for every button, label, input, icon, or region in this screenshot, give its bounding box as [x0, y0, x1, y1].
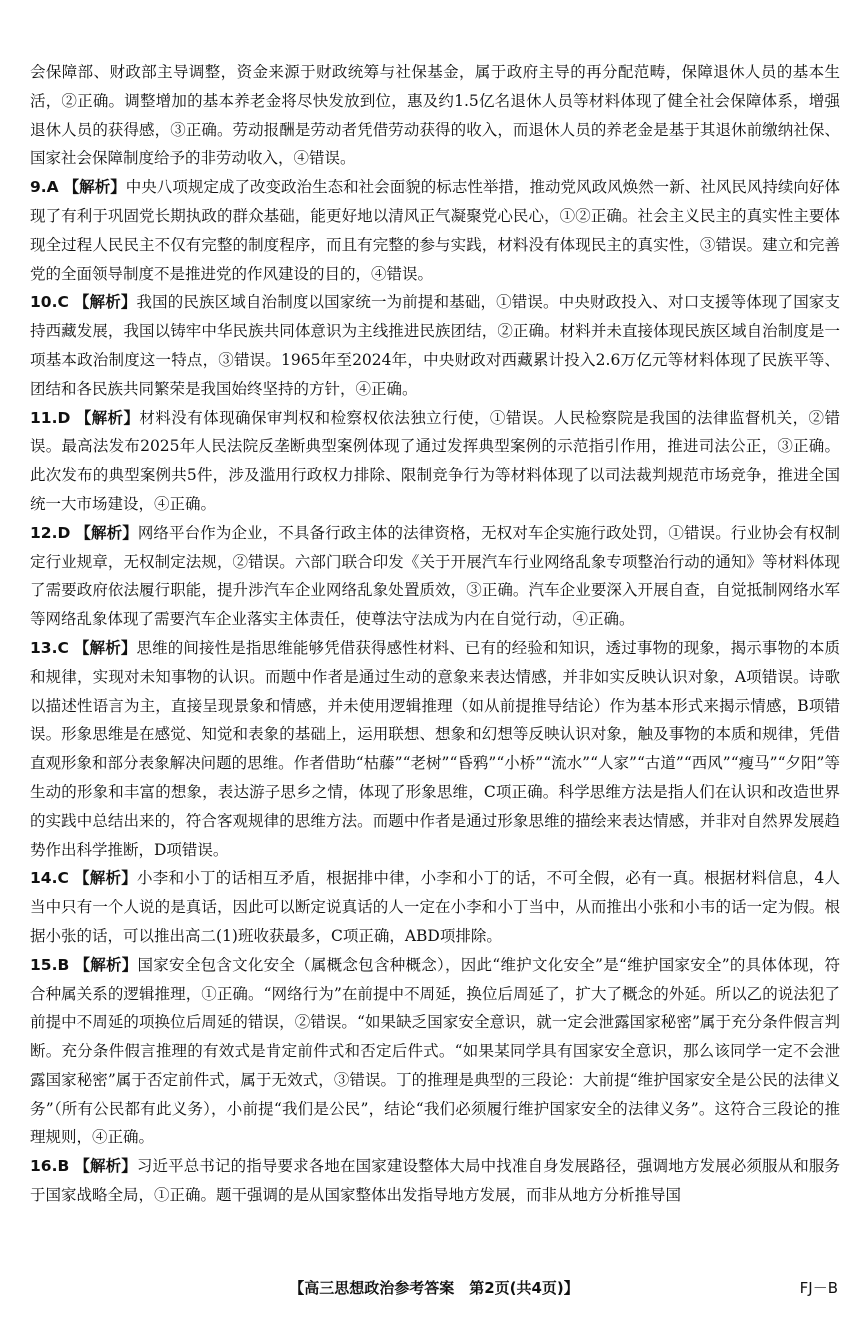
item-number: 15.B [30, 955, 70, 974]
analysis-tag: 【解析】 [75, 408, 140, 427]
analysis-tag: 【解析】 [73, 638, 137, 657]
item-text: 习近平总书记的指导要求各地在国家建设整体大局中找准自身发展路径，强调地方发展必须服从和服务于国家战略全局，①正确。题干强调的是从国家整体出发指导地方发展，而非从地方分析推导国 [30, 1157, 840, 1205]
item-text: 网络平台作为企业，不具备行政主体的法律资格，无权对车企实施行政处罚，①错误。行业协会有权制定行业规章，无权制定法规，②错误。六部门联合印发《关于开展汽车行业网络乱象专项整治行动的通知》等材料体现了需要政府依法履行职能，提升涉汽车企业网络乱象处置质效，③正确。汽车企业要深入开展自查，自觉抵制网络水军等网络乱象体现了需要汽车企业落实主体责任，使尊法守法成为内在自觉行动，④正确。 [30, 523, 840, 629]
item-number: 11.D [30, 408, 71, 427]
answer-item-12 [30, 519, 840, 634]
answer-item-9 [30, 173, 840, 288]
footer-title: 【高三思想政治参考答案 第2页(共4页)】 [289, 1279, 579, 1297]
analysis-tag: 【解析】 [73, 293, 137, 312]
answer-item-13 [30, 634, 840, 864]
item-text: 小李和小丁的话相互矛盾，根据排中律，小李和小丁的话，不可全假，必有一真。根据材料信息，4人当中只有一个人说的是真话，因此可以断定说真话的人一定在小李和小丁当中，从而推出小张和小韦的话一定为假。根据小张的话，可以推出高二(1)班收获最多，C项正确，ABD项排除。 [30, 869, 840, 945]
item-text: 材料没有体现确保审判权和检察权依法独立行使，①错误。人民检察院是我国的法律监督机关，②错误。最高法发布2025年人民法院反垄断典型案例体现了通过发挥典型案例的示范指引作用，推进司法公正，③正确。此次发布的典型案例共5件，涉及滥用行政权力排除、限制竞争行为等材料体现了以司法裁判规范市场竞争，推进全国统一大市场建设，④正确。 [30, 408, 840, 513]
item-number: 9.A [30, 178, 59, 197]
answer-item-16 [30, 1152, 840, 1210]
analysis-tag: 【解析】 [74, 1157, 137, 1176]
answer-item-11 [30, 404, 840, 519]
item-number: 13.C [30, 638, 69, 657]
item-number: 14.C [30, 869, 69, 888]
item-text: 国家安全包含文化安全（属概念包含种概念），因此“维护文化安全”是“维护国家安全”的具体体现，符合种属关系的逻辑推理，①正确。“网络行为”在前提中不周延，换位后周延了，扩大了概念的外延。所以乙的说法犯了前提中不周延的项换位后周延的错误，②错误。“如果缺乏国家安全意识，就一定会泄露国家秘密”属于充分条件假言判断。充分条件假言推理的有效式是肯定前件式和否定后件式。“如果某同学具有国家安全意识，那么该同学一定不会泄露国家秘密”属于否定前件式，属于无效式，③错误。丁的推理是典型的三段论：大前提“维护国家安全是公民的法律义务”（所有公民都有此义务），小前提“我们是公民”，结论“我们必须履行维护国家安全的法律义务”。这符合三段论的推理规则，④正确。 [30, 955, 840, 1147]
item-text: 我国的民族区域自治制度以国家统一为前提和基础，①错误。中央财政投入、对口支援等体现了国家支持西藏发展，我国以铸牢中华民族共同体意识为主线推进民族团结，②正确。材料并未直接体现民族区域自治制度是一项基本政治制度这一特点，③错误。1965年至2024年，中央财政对西藏累计投入2.6万亿元等材料体现了民族平等、团结和各民族共同繁荣是我国始终坚持的方针，④正确。 [30, 293, 840, 398]
item-number: 12.D [30, 523, 71, 542]
analysis-tag: 【解析】 [74, 869, 138, 888]
answer-item-14 [30, 864, 840, 950]
analysis-tag: 【解析】 [74, 955, 138, 974]
analysis-tag: 【解析】 [63, 178, 126, 197]
item-number: 10.C [30, 293, 69, 312]
analysis-tag: 【解析】 [75, 523, 138, 542]
answer-item-10 [30, 288, 840, 403]
item-number: 16.B [30, 1157, 70, 1176]
footer-code: FJ－B [799, 1279, 838, 1297]
item-text: 思维的间接性是指思维能够凭借获得感性材料、已有的经验和知识，透过事物的现象，揭示事物的本质和规律，实现对未知事物的认识。而题中作者是通过生动的意象来表达情感，并非如实反映认识对象，A项错误。诗歌以描述性语言为主，直接呈现景象和情感，并未使用逻辑推理（如从前提推导结论）作为基本形式来揭示情感，B项错误。形象思维是在感觉、知觉和表象的基础上，运用联想、想象和幻想等反映认识对象，触及事物的本质和规律，凭借直观形象和部分表象解决问题的思维。作者借助“枯藤”“老树”“昏鸦”“小桥”“流水”“人家”“古道”“西风”“瘦马”“夕阳”等生动的形象和丰富的想象，表达游子思乡之情，体现了形象思维，C项正确。科学思维方法是指人们在认识和改造世界的实践中总结出来的，符合客观规律的思维方法。而题中作者是通过形象思维的描绘来表达情感，并非对自然界发展趋势作出科学推断，D项错误。 [30, 638, 840, 859]
page-footer [0, 1275, 868, 1305]
answer-item-15 [30, 951, 840, 1153]
answer-content [30, 58, 840, 1210]
intro-paragraph: 会保障部、财政部主导调整，资金来源于财政统筹与社保基金，属于政府主导的再分配范畴，保障退休人员的基本生活，②正确。调整增加的基本养老金将尽快发放到位，惠及约1.5亿名退休人员等材料体现了健全社会保障体系，增强退休人员的获得感，③正确。劳动报酬是劳动者凭借劳动获得的收入，而退休人员的养老金是基于其退休前缴纳社保、国家社会保障制度给予的非劳动收入，④错误。 [30, 63, 840, 168]
item-text: 中央八项规定成了改变政治生态和社会面貌的标志性举措，推动党风政风焕然一新、社风民风持续向好体现了有利于巩固党长期执政的群众基础，能更好地以清风正气凝聚党心民心，①②正确。社会主义民主的真实性主要体现全过程人民民主不仅有完整的制度程序，而且有完整的参与实践，材料没有体现民主的真实性，③错误。建立和完善党的全面领导制度不是推进党的作风建设的目的，④错误。 [30, 178, 840, 283]
